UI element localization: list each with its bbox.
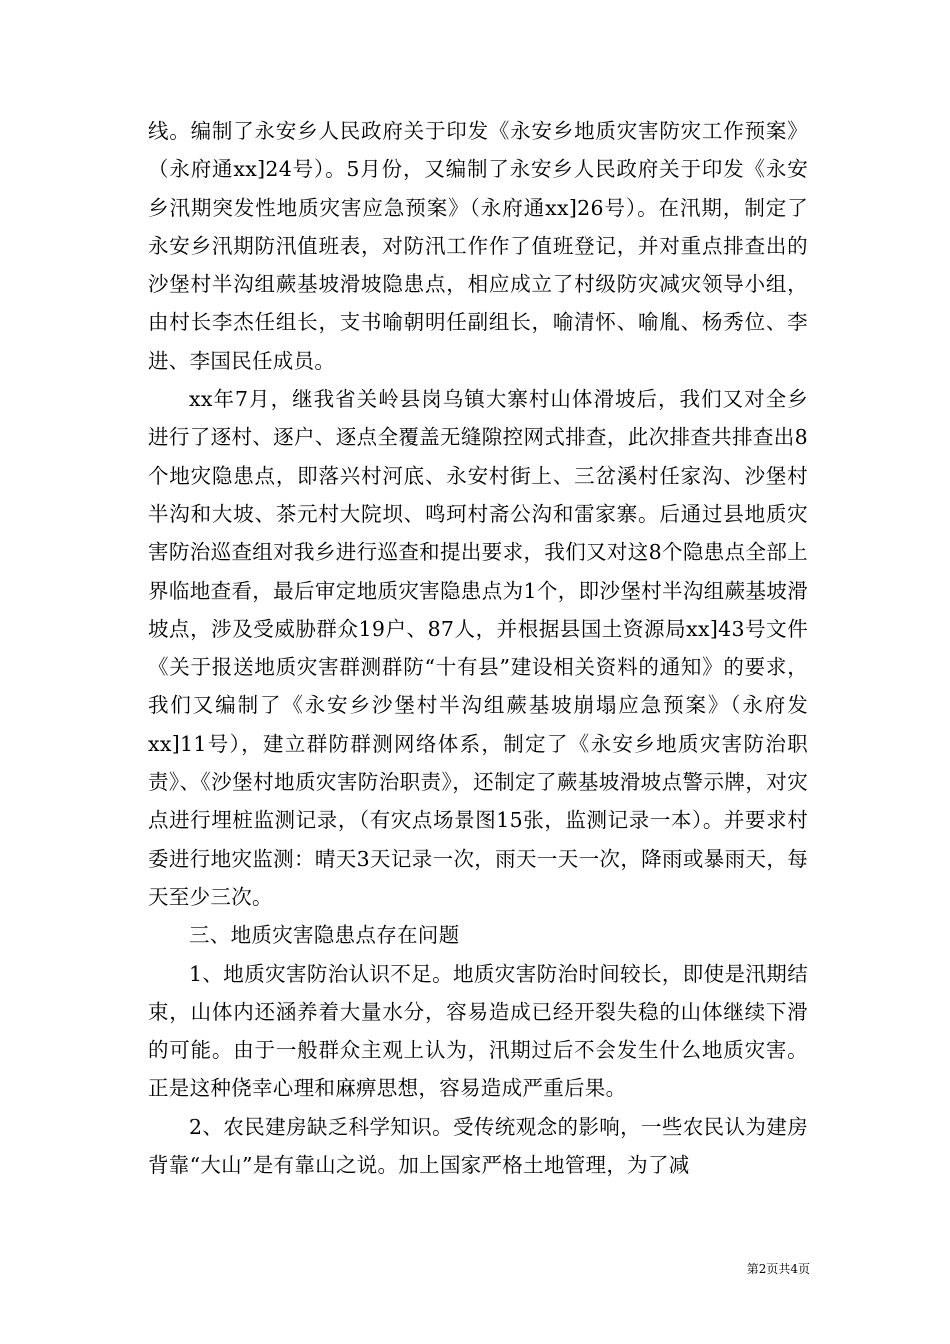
document-body (148, 112, 808, 1184)
paragraph-investigation: xx年7月，继我省关岭县岗乌镇大寨村山体滑坡后，我们又对全乡进行了逐村、逐户、逐点全覆盖无缝隙控网式排查，此次排查共排查出8个地灾隐患点，即落兴村河底、永安村街上、三岔溪村任家沟、沙堡村半沟和大坡、茶元村大院坝、鸣珂村斋公沟和雷家寨。后通过县地质灾害防治巡查组对我乡进行巡查和提出要求，我们又对这8个隐患点全部上界临地查看，最后审定地质灾害隐患点为1个，即沙堡村半沟组蕨基坡滑坡点，涉及受威胁群众19户、87人，并根据县国土资源局xx]43号文件《关于报送地质灾害群测群防“十有县”建设相关资料的通知》的要求，我们又编制了《永安乡沙堡村半沟组蕨基坡崩塌应急预案》（永府发xx]11号），建立群防群测网络体系，制定了《永安乡地质灾害防治职责》、《沙堡村地质灾害防治职责》，还制定了蕨基坡滑坡点警示牌，对灾点进行埋桩监测记录，（有灾点场景图15张，监测记录一本）。并要求村委进行地灾监测：晴天3天记录一次，雨天一天一次，降雨或暴雨天，每天至少三次。 (148, 387, 808, 909)
paragraph-continuation: 线。编制了永安乡人民政府关于印发《永安乡地质灾害防灾工作预案》（永府通xx]24号）。5月份，又编制了永安乡人民政府关于印发《永安乡汛期突发性地质灾害应急预案》（永府通xx]26号）。在汛期，制定了永安乡汛期防汛值班表，对防汛工作作了值班登记，并对重点排查出的沙堡村半沟组蕨基坡滑坡隐患点，相应成立了村级防灾减灾领导小组，由村长李杰任组长，支书喻朝明任副组长，喻清怀、喻胤、杨秀位、李进、李国民任成员。 (148, 119, 808, 373)
paragraph-problem-2: 2、农民建房缺乏科学知识。受传统观念的影响，一些农民认为建房背靠“大山”是有靠山之说。加上国家严格土地管理，为了减 (148, 1114, 808, 1178)
page-number-footer: 第2页共4页 (746, 1262, 810, 1276)
paragraph-problem-1: 1、地质灾害防治认识不足。地质灾害防治时间较长，即使是汛期结束，山体内还涵养着大量水分，容易造成已经开裂失稳的山体继续下滑的可能。由于一般群众主观上认为，汛期过后不会发生什么地质灾害。正是这种侥幸心理和麻痹思想，容易造成严重后果。 (148, 961, 808, 1101)
section-heading-problems: 三、地质灾害隐患点存在问题 (189, 923, 460, 948)
